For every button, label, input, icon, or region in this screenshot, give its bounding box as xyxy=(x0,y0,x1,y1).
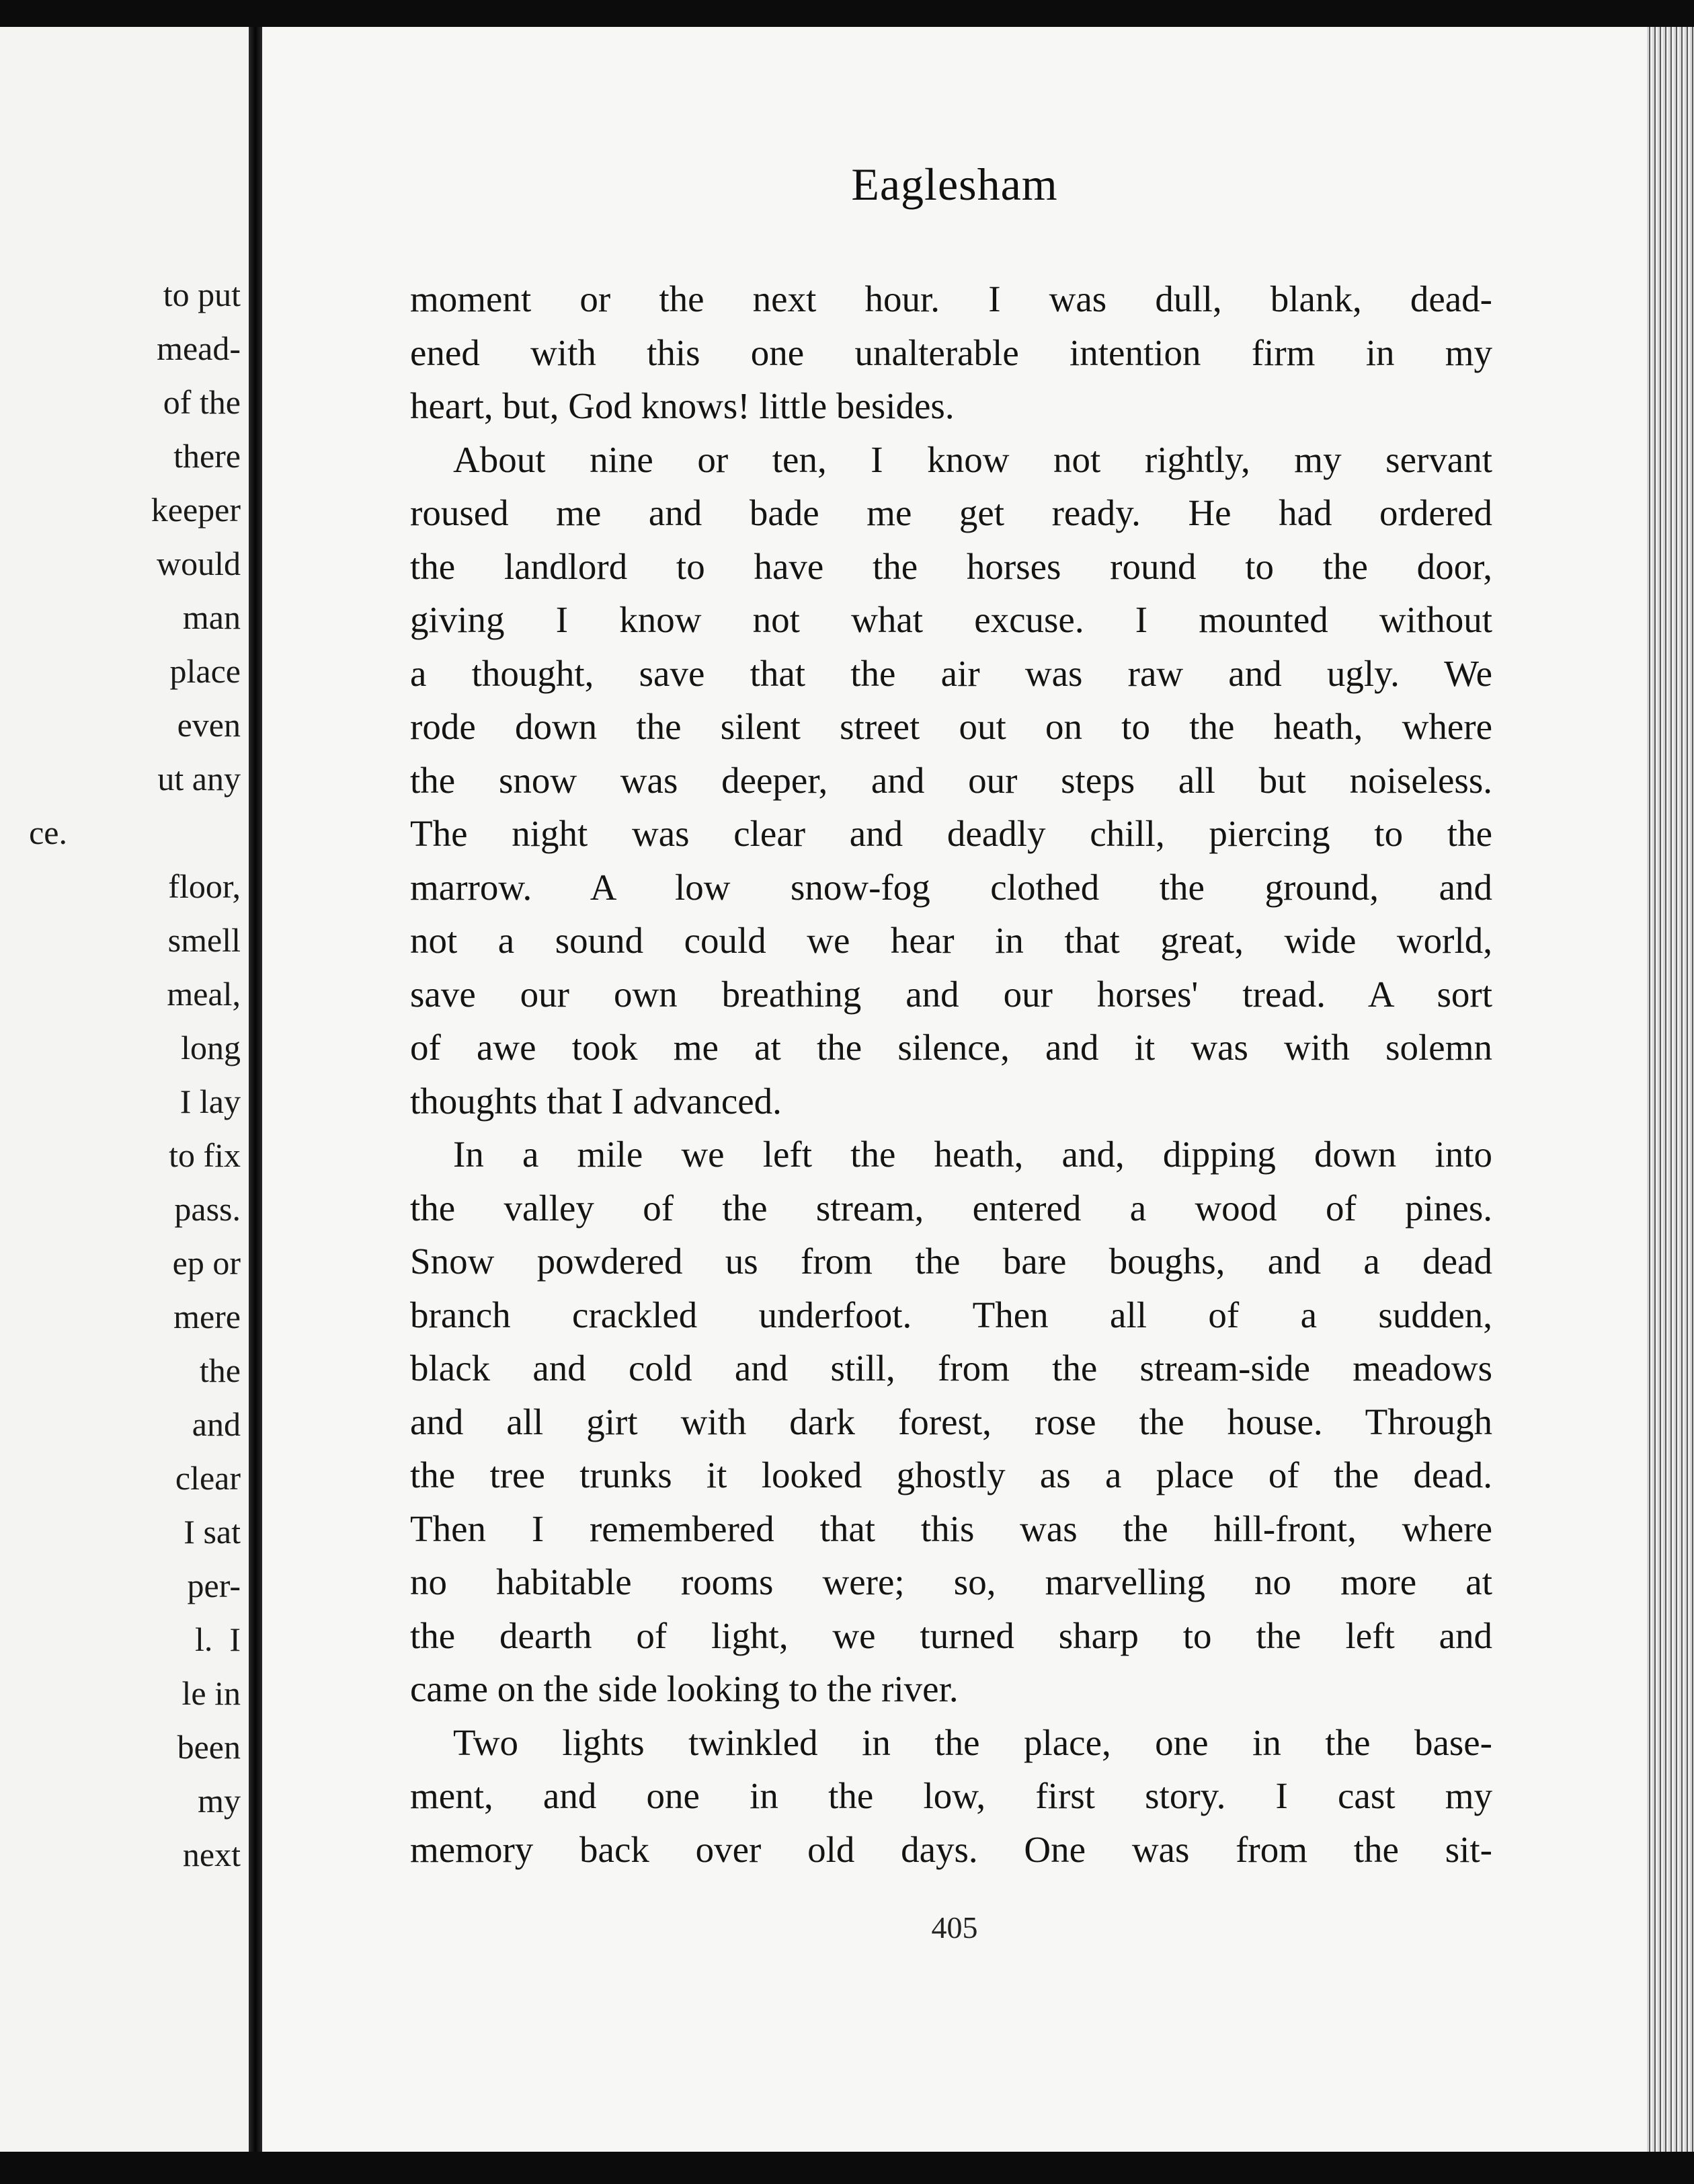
text-line: Then I remembered that this was the hill-front, where xyxy=(410,1508,1492,1549)
left-page-fragment: long xyxy=(181,1029,241,1066)
left-page-fragment: keeper xyxy=(151,491,241,529)
left-page-fragment: floor, xyxy=(168,867,241,905)
left-page-fragment: my xyxy=(198,1782,241,1820)
text-line: of awe took me at the silence, and it was with solemn xyxy=(410,1027,1492,1068)
left-page-fragment: l. I xyxy=(194,1621,241,1658)
text-line: The night was clear and deadly chill, piercing to the xyxy=(410,813,1492,854)
left-page-fragment: of the xyxy=(163,383,241,421)
left-page-fragment: man xyxy=(182,598,241,636)
left-page-fragment: been xyxy=(177,1728,241,1766)
right-page xyxy=(262,27,1647,2152)
left-page-fragment: per- xyxy=(187,1567,241,1604)
text-line: ment, and one in the low, first story. I cast my xyxy=(410,1775,1492,1816)
left-page-fragment: and xyxy=(192,1405,241,1443)
left-page-fragment: ut any xyxy=(157,760,241,797)
left-page-fragment: clear xyxy=(175,1459,241,1497)
left-page-fragment: ce. xyxy=(29,814,67,851)
text-line: About nine or ten, I know not rightly, my servant xyxy=(453,438,1492,480)
text-line: giving I know not what excuse. I mounted without xyxy=(410,599,1492,640)
page-number: 405 xyxy=(931,1910,978,1945)
text-line: and all girt with dark forest, rose the house. Through xyxy=(410,1401,1492,1442)
left-page-fragment: the xyxy=(199,1352,241,1389)
book-gutter xyxy=(249,27,262,2152)
left-page-fragment: le in xyxy=(182,1674,241,1712)
left-page-fragment: I sat xyxy=(184,1513,241,1551)
text-line: the dearth of light, we turned sharp to the left and xyxy=(410,1614,1492,1656)
text-line: black and cold and still, from the stream-side meadows xyxy=(410,1348,1492,1389)
left-page-fragment: next xyxy=(182,1836,241,1873)
text-line: branch crackled underfoot. Then all of a sudden, xyxy=(410,1294,1492,1335)
text-line: moment or the next hour. I was dull, blank, dead- xyxy=(410,278,1492,319)
text-line: the tree trunks it looked ghostly as a place of the dead. xyxy=(410,1454,1492,1495)
text-line: heart, but, God knows! little besides. xyxy=(410,385,955,426)
left-page-fragment: even xyxy=(177,706,241,744)
text-line: Two lights twinkled in the place, one in the base- xyxy=(453,1721,1492,1763)
left-page-fragment: ep or xyxy=(172,1244,241,1282)
body-text xyxy=(410,272,1492,1876)
text-line: In a mile we left the heath, and, dipping down into xyxy=(453,1134,1492,1175)
text-line: ened with this one unalterable intention firm in my xyxy=(410,332,1492,373)
text-line: the snow was deeper, and our steps all but noiseless. xyxy=(410,759,1492,801)
left-page-fragment: place xyxy=(169,652,241,690)
running-head: Eaglesham xyxy=(851,159,1058,210)
left-page-fragment: to put xyxy=(163,276,241,313)
text-line: not a sound could we hear in that great, wide world, xyxy=(410,920,1492,961)
text-line: roused me and bade me get ready. He had ordered xyxy=(410,492,1492,533)
left-page-fragment: I lay xyxy=(179,1083,241,1120)
left-page-fragment: would xyxy=(157,545,241,582)
scan-border-bottom xyxy=(0,2152,1694,2184)
text-line: save our own breathing and our horses' tread. A sort xyxy=(410,973,1492,1015)
page-edges xyxy=(1647,27,1694,2152)
left-page xyxy=(0,27,249,2152)
text-line: Snow powdered us from the bare boughs, and a dead xyxy=(410,1241,1492,1282)
left-page-fragment: meal, xyxy=(167,975,241,1013)
left-page-fragment: mere xyxy=(173,1298,241,1335)
text-line: a thought, save that the air was raw and ugly. We xyxy=(410,652,1492,694)
left-page-fragment: pass. xyxy=(174,1190,241,1228)
left-page-fragment: mead- xyxy=(157,329,241,367)
scan-border-top xyxy=(0,0,1694,27)
text-line: the landlord to have the horses round to the door, xyxy=(410,545,1492,587)
text-line: no habitable rooms were; so, marvelling no more at xyxy=(410,1561,1492,1602)
text-line: marrow. A low snow-fog clothed the ground, and xyxy=(410,866,1492,908)
text-line: the valley of the stream, entered a wood of pines. xyxy=(410,1187,1492,1228)
text-line: thoughts that I advanced. xyxy=(410,1080,782,1122)
text-line: came on the side looking to the river. xyxy=(410,1668,959,1709)
text-line: rode down the silent street out on to the heath, where xyxy=(410,706,1492,747)
left-page-fragment: to fix xyxy=(169,1136,241,1174)
left-page-fragment: smell xyxy=(167,921,241,959)
text-line: memory back over old days. One was from the sit- xyxy=(410,1828,1492,1870)
left-page-fragment: there xyxy=(173,437,241,475)
